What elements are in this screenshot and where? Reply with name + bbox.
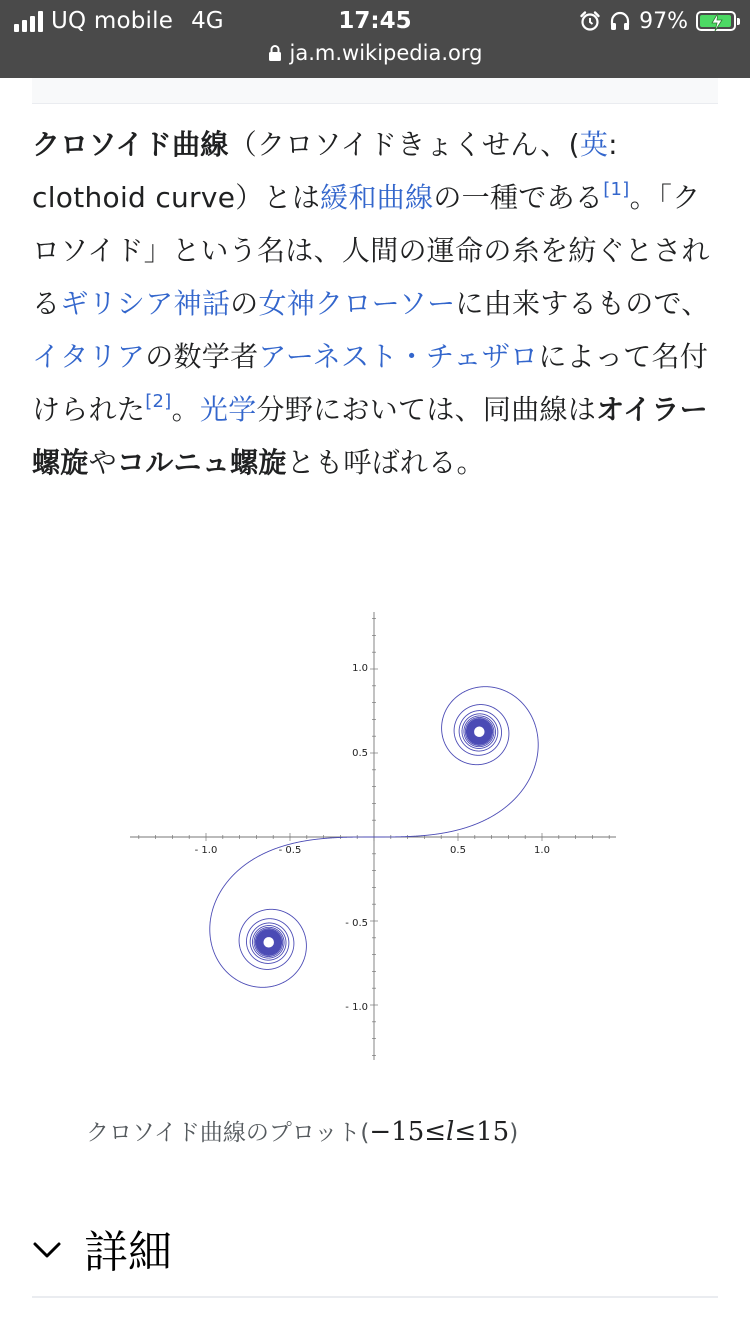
- clock: 17:45: [338, 8, 412, 34]
- text-run: 。「クロソイド」という名は、人間の運命の糸を紡ぐとされる: [32, 181, 710, 320]
- battery-icon: [696, 11, 736, 31]
- link-english[interactable]: 英: [579, 128, 609, 161]
- text-run: や: [88, 446, 117, 479]
- text-run: 。: [171, 393, 200, 426]
- clothoid-plot[interactable]: [120, 600, 630, 1070]
- text-run: : clothoid curve）とは: [32, 128, 618, 214]
- link-optics[interactable]: 光学: [199, 393, 257, 426]
- link-greek-mythology[interactable]: ギリシア神話: [60, 287, 231, 320]
- network-type: 4G: [191, 8, 224, 34]
- x-tick-label: 1.0: [534, 845, 550, 856]
- text-run: の: [230, 287, 259, 320]
- alarm-icon: [579, 10, 601, 32]
- headphones-icon: [609, 10, 631, 32]
- citation-1[interactable]: [1]: [603, 179, 630, 200]
- x-tick-label: - 0.5: [278, 845, 302, 856]
- link-transition-curve[interactable]: 緩和曲線: [320, 181, 434, 214]
- text-run: の一種である: [433, 181, 604, 214]
- chevron-down-icon[interactable]: [32, 1240, 62, 1260]
- link-ernesto-cesaro[interactable]: アーネスト・チェザロ: [258, 340, 539, 373]
- caption-math: [369, 1117, 509, 1147]
- y-tick-label: 1.0: [352, 663, 368, 674]
- carrier-name: UQ mobile: [51, 8, 174, 34]
- link-clotho[interactable]: 女神クローソー: [258, 287, 456, 320]
- figure-caption: [86, 1114, 518, 1147]
- section-details[interactable]: [32, 1200, 718, 1298]
- y-tick-label: - 0.5: [345, 918, 368, 929]
- term-euler-spiral: オイラー螺旋: [32, 393, 708, 479]
- previous-box: [32, 78, 718, 104]
- caption-math-part: −15≤: [369, 1117, 447, 1147]
- plot-axes: [130, 612, 616, 1060]
- caption-math-part: ≤15: [454, 1117, 510, 1147]
- text-run: とも呼ばれる。: [286, 446, 485, 479]
- y-tick-label: 0.5: [352, 748, 368, 759]
- text-run: に由来するもので、: [455, 287, 710, 320]
- caption-text: ): [509, 1120, 519, 1146]
- url-text: ja.m.wikipedia.org: [289, 41, 483, 65]
- link-italy[interactable]: イタリア: [32, 340, 146, 373]
- caption-math-var: l: [446, 1117, 455, 1147]
- lock-icon: [268, 44, 282, 62]
- x-tick-label: - 1.0: [194, 845, 218, 856]
- caption-text: クロソイド曲線のプロット(: [86, 1120, 370, 1146]
- x-tick-label: 0.5: [450, 845, 466, 856]
- term-clothoid: クロソイド曲線: [32, 128, 229, 161]
- text-run: 分野においては、同曲線は: [256, 393, 597, 426]
- text-run: によって名付けられた: [32, 340, 709, 426]
- text-run: （クロソイドきょくせん、(: [228, 128, 580, 161]
- section-title: 詳細: [84, 1227, 172, 1278]
- status-bar: [0, 0, 750, 78]
- term-cornu-spiral: コルニュ螺旋: [116, 446, 287, 479]
- url-bar[interactable]: [0, 38, 750, 68]
- text-run: の数学者: [145, 340, 259, 373]
- article-paragraph: [32, 118, 718, 489]
- battery-percent: 97%: [639, 8, 688, 34]
- y-tick-label: - 1.0: [345, 1002, 368, 1013]
- citation-2[interactable]: [2]: [145, 391, 172, 412]
